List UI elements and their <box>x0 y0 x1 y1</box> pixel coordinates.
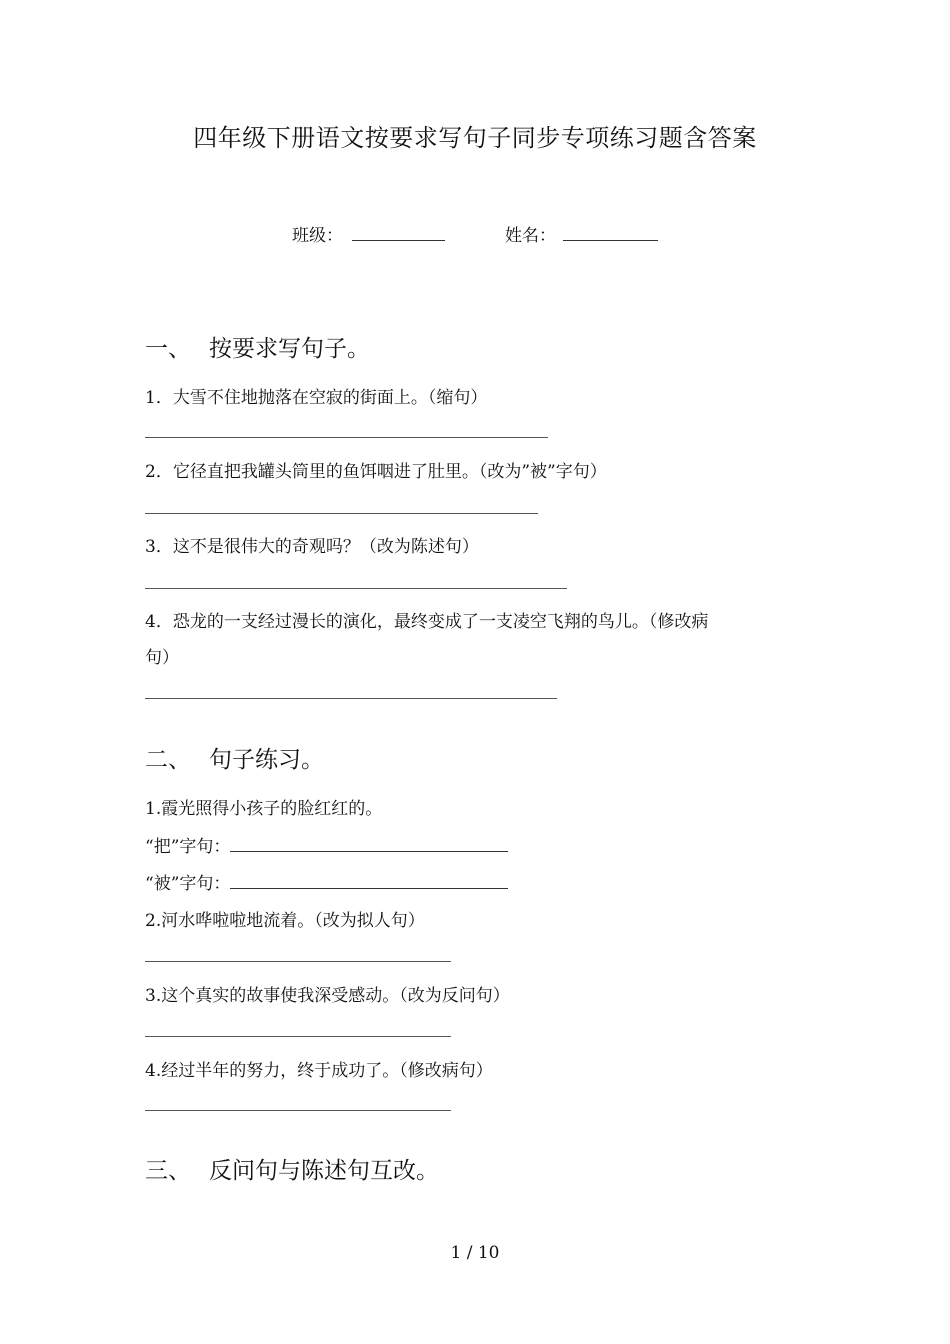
class-label: 班级： <box>292 226 343 246</box>
section-2-heading <box>145 741 324 774</box>
s1-answer-line-3[interactable] <box>145 588 567 589</box>
s2-answer-line-4[interactable] <box>145 1110 451 1111</box>
s2-question-2: 2.河水哗啦啦地流着。（改为拟人句） <box>145 911 425 931</box>
s1-question-2: 2．它径直把我罐头筒里的鱼饵咽进了肚里。（改为”被”字句） <box>145 462 607 482</box>
s1-question-3: 3．这不是很伟大的奇观吗？（改为陈述句） <box>145 537 479 557</box>
section-3-title: 反问句与陈述句互改。 <box>209 1158 439 1184</box>
section-2-number: 二、 <box>145 747 191 773</box>
s2-answer-line-3[interactable] <box>145 1036 451 1037</box>
s1-answer-line-1[interactable] <box>145 437 548 438</box>
s1-question-1: 1．大雪不住地抛落在空寂的街面上。（缩句） <box>145 388 488 408</box>
name-label: 姓名： <box>505 226 556 246</box>
s2-question-1: 1.霞光照得小孩子的脸红红的。 <box>145 799 383 819</box>
bei-sentence-label: “被”字句： <box>145 874 231 894</box>
s1-question-4: 4．恐龙的一支经过漫长的演化，最终变成了一支凌空飞翔的鸟儿。（修改病 <box>145 612 709 632</box>
bei-sentence-answer-line[interactable] <box>230 887 508 889</box>
name-field-line[interactable] <box>563 240 658 241</box>
section-1-title: 按要求写句子。 <box>209 336 370 362</box>
section-3-number: 三、 <box>145 1158 191 1184</box>
section-2-title: 句子练习。 <box>209 747 324 773</box>
class-field-line[interactable] <box>352 240 445 241</box>
page-number: 1 / 10 <box>450 1243 500 1263</box>
s2-answer-line-2[interactable] <box>145 961 451 962</box>
s2-ba-sentence-row <box>145 832 508 857</box>
ba-sentence-answer-line[interactable] <box>230 850 508 852</box>
section-3-heading <box>145 1152 439 1185</box>
document-title: 四年级下册语文按要求写句子同步专项练习题含答案 <box>193 124 757 152</box>
s2-question-3: 3.这个真实的故事使我深受感动。（改为反问句） <box>145 986 510 1006</box>
s1-answer-line-4[interactable] <box>145 698 557 699</box>
section-1-number: 一、 <box>145 336 191 362</box>
s2-question-4: 4.经过半年的努力，终于成功了。（修改病句） <box>145 1061 493 1081</box>
ba-sentence-label: “把”字句： <box>145 837 231 857</box>
s1-answer-line-2[interactable] <box>145 513 538 514</box>
s1-question-4-continued: 句） <box>145 648 179 668</box>
section-1-heading <box>145 330 370 363</box>
s2-bei-sentence-row <box>145 869 508 894</box>
